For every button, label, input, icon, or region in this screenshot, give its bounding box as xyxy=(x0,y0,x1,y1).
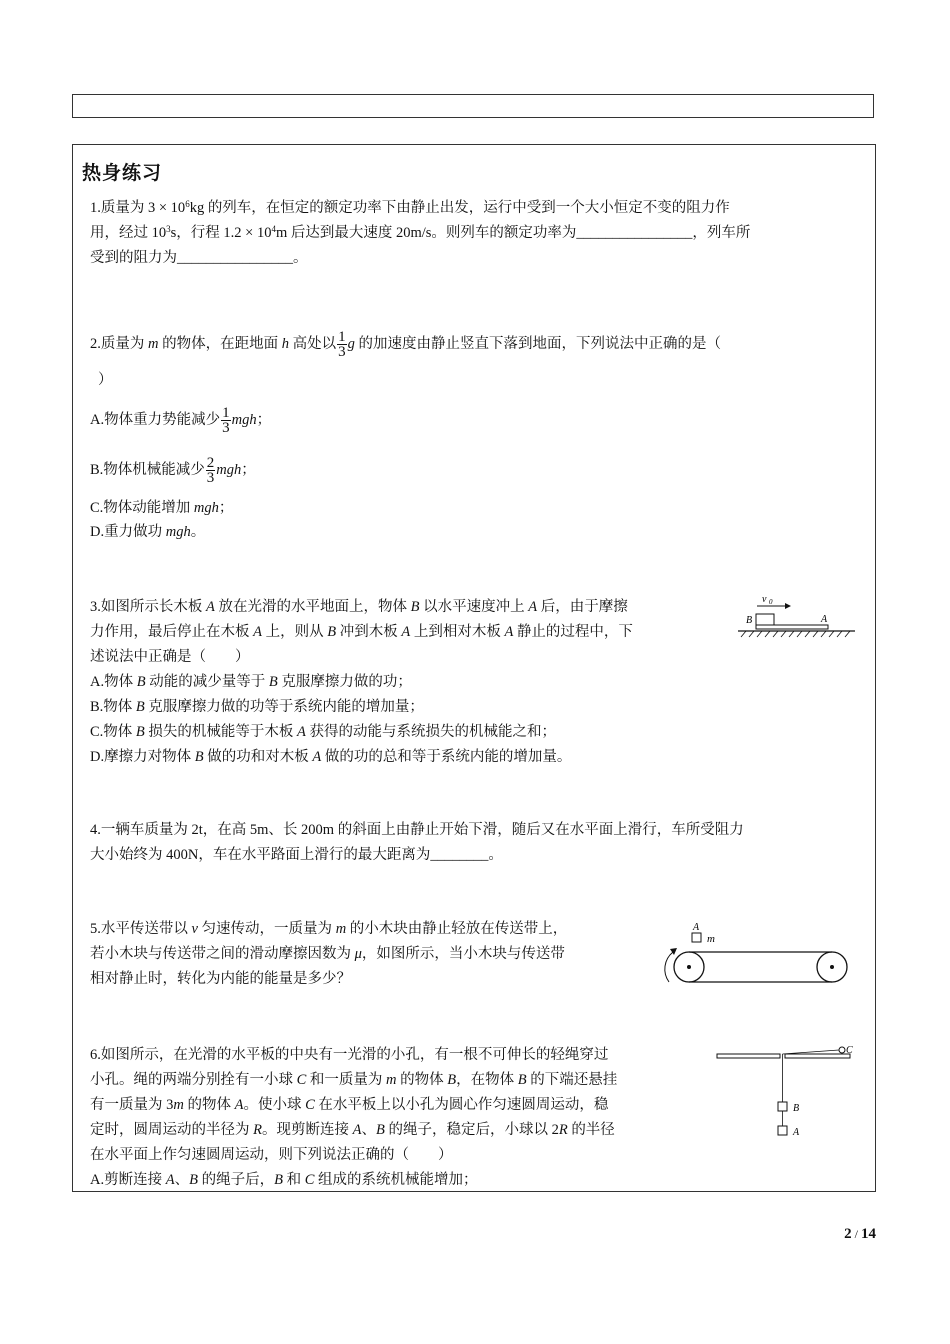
q2-stem-close: ） xyxy=(98,372,113,388)
header-box xyxy=(72,94,874,118)
q5-figure xyxy=(655,918,860,990)
q6-line4: 定时，圆周运动的半径为 R。现剪断连接 A、B 的绳子，稳定后，小球以 2R 的半径 xyxy=(90,1122,615,1138)
q3-board-a xyxy=(756,625,828,629)
q2-option-c: C.物体动能增加 mgh； xyxy=(90,500,234,516)
q3-figure xyxy=(735,592,860,644)
q3-line3: 述说法中正确是（ ） xyxy=(90,649,250,665)
q5-fig-label-a: A xyxy=(693,922,700,933)
q5-wood-block xyxy=(692,933,701,942)
q6-board-left xyxy=(717,1054,780,1058)
q1-line1: 1.质量为 $3 \times 10^6kg$ 的列车，在恒定的额定功率下由静止出发，运行中受到一个大小恒定不变的阻力作 xyxy=(90,199,730,216)
q2-option-a: A.物体重力势能减少 $\frac{1}{3}$ mgh； xyxy=(90,405,272,436)
q5-right-axle xyxy=(830,965,834,969)
q6-rope-to-c xyxy=(783,1050,840,1054)
q6-line1: 6.如图所示，在光滑的水平板的中央有一光滑的小孔，有一根不可伸长的轻绳穿过 xyxy=(90,1047,609,1063)
q3-block-b xyxy=(756,614,774,625)
q6-line3: 有一质量为 3m 的物体 A。使小球 C 在水平板上以小孔为圆心作匀速圆周运动，稳 xyxy=(90,1097,609,1113)
q1-line3: 受到的阻力为________________。 xyxy=(90,250,308,266)
q2-option-b: B.物体机械能减少 $\frac{2}{3}$ mgh； xyxy=(90,455,256,486)
q5-line3: 相对静止时，转化为内能的能量是多少？ xyxy=(90,971,351,987)
q5-line2: 若小木块与传送带之间的滑动摩擦因数为 μ，如图所示，当小木块与传送带 xyxy=(90,946,565,962)
q3-option-a: A.物体 B 动能的减少量等于 B 克服摩擦力做的功； xyxy=(90,674,412,690)
q5-line1: 5.水平传送带以 v 匀速传动，一质量为 m 的小木块由静止轻放在传送带上， xyxy=(90,921,568,937)
q6-fig-label-b: B xyxy=(793,1103,800,1114)
q6-fig-label-a: A xyxy=(793,1127,800,1138)
q6-board-right xyxy=(785,1054,850,1058)
q3-ground-hatch xyxy=(741,631,850,637)
q2-option-b-fraction: $\frac{2}{3}$ xyxy=(206,455,215,486)
q6-figure xyxy=(715,1040,860,1140)
page-number: 2 / 14 xyxy=(844,1226,876,1242)
q3-velocity-arrowhead xyxy=(785,603,791,609)
q3-fig-v0: v xyxy=(762,594,767,605)
q3-option-d: D.摩擦力对物体 B 做的功和对木板 A 做的功的总和等于系统内能的增加量。 xyxy=(90,749,572,765)
q6-fig-label-c: C xyxy=(846,1045,853,1056)
q3-line1: 3.如图所示长木板 A 放在光滑的水平地面上，物体 B 以水平速度冲上 A 后，由于摩擦 xyxy=(90,599,628,615)
q6-line5: 在水平面上作匀速圆周运动，则下列说法正确的（ ） xyxy=(90,1147,453,1163)
q6-block-b xyxy=(778,1102,787,1111)
q2-stem: 2.质量为 m 的物体，在距地面 h 高处以 $\frac{1}{3}$ g 的加速度由静止竖直下落到地面，下列说法中正确的是（ xyxy=(90,329,721,360)
q6-block-a xyxy=(778,1126,787,1135)
q3-fig-v0-sub: 0 xyxy=(769,598,773,606)
q5-fig-label-m: m xyxy=(707,933,715,945)
q5-rotation-arrow xyxy=(665,952,673,982)
q5-left-axle xyxy=(687,965,691,969)
q2-fraction: $\frac{1}{3}$ xyxy=(338,329,346,360)
q6-line2: 小孔。绳的两端分别拴有一小球 C 和一质量为 m 的物体 B，在物体 B 的下端还悬挂 xyxy=(90,1072,618,1088)
q3-line2: 力作用，最后停止在木板 A 上，则从 B 冲到木板 A 上到相对木板 A 静止的过程中，下 xyxy=(90,624,633,640)
q3-fig-label-b: B xyxy=(746,615,753,626)
q4-line1: 4.一辆车质量为 2t，在高 5m、长 200m 的斜面上由静止开始下滑，随后又在水平面上滑行，车所受阻力 xyxy=(90,822,744,838)
q3-option-b: B.物体 B 克服摩擦力做的功等于系统内能的增加量； xyxy=(90,699,424,715)
q3-fig-label-a: A xyxy=(821,614,828,625)
q1-line2: 用，经过 $10^3s$，行程 $1.2 \times 10^4m$ 后达到最大速度 20m/s。则列车的额定功率为________________，列车所 xyxy=(90,224,751,241)
q3-option-c: C.物体 B 损失的机械能等于木板 A 获得的动能与系统损失的机械能之和； xyxy=(90,724,557,740)
q6-option-a: A.剪断连接 A、B 的绳子后，B 和 C 组成的系统机械能增加； xyxy=(90,1172,478,1188)
q4-line2: 大小始终为 400N，车在水平路面上滑行的最大距离为________。 xyxy=(90,847,503,863)
section-title: 热身练习 xyxy=(82,162,163,184)
q2-option-d: D.重力做功 mgh。 xyxy=(90,524,206,540)
q6-ball-c xyxy=(839,1047,845,1053)
q2-option-a-fraction: $\frac{1}{3}$ xyxy=(222,405,230,436)
